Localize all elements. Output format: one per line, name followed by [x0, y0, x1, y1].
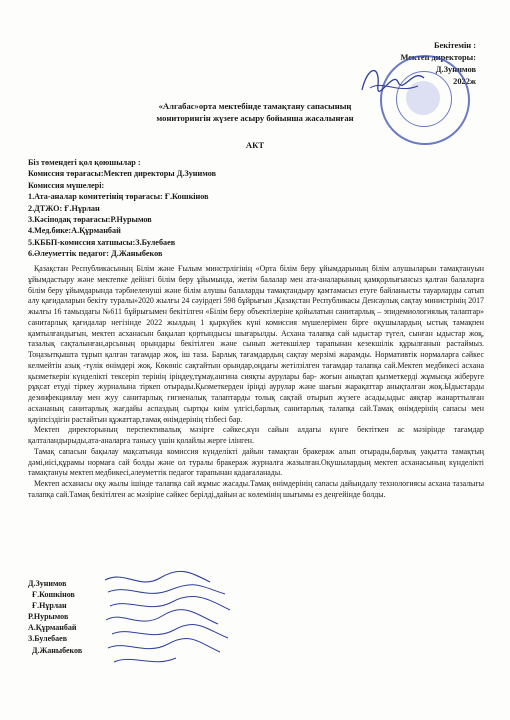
- body-paragraph: Тамақ сапасын бақылау мақсатында комиссия күнделікті дайын тамақтан бракераж алып отырады,барлық уақытта тамақтың дәмі,иісі,құрамы нормаға сай болды және ол туралы бракераж журналға жазылған.Оқушылардың мектеп асханасының күнделікті тамақтануы мектеп медбикесі,әлеуметтік педагог тарапынан қадағаланады.: [28, 446, 484, 478]
- member-line: 6.Әлеуметтік педагог: Д.Жаныбеков: [28, 249, 163, 259]
- signatory-name: А.Құрманбай: [28, 623, 77, 633]
- member-line: 2.ДТЖО: Ғ.Нұрлан: [28, 203, 100, 213]
- signatory-name: З.Булебаев: [28, 634, 68, 644]
- signatory-name: Ғ.Нұрлан: [32, 601, 67, 611]
- signatory-name: Ғ.Кошкінов: [32, 590, 75, 600]
- signatory-name: Д.Жаныбеков: [32, 645, 83, 655]
- approval-line: Бекітемін :: [434, 41, 476, 50]
- body-paragraph: Қазақстан Республикасының Білім және Ғылым минстрлігінің «Орта білім беру ұйымдарының білім алушыларын тамақтануын ұйымдастыру және мектепке дейінгі білім беру ұйымында, жетім балалар мен ата-аналарының қамқорлығынсыз қалған балаларға білім беру ұйымдарында тәрбиеленуші және білім алушы балаларды тамақтандыру қамтамасыз етуге байланысты тауарларды сатып алу қағидаларын бекіту туралы»2020 жылғы 24 сәуірдегі 598 бұйрығын ,Қазақстан Республикасы Денсаулық сақтау министрінің 2017 жылғы 16 тамыздағы №611 бұйрығымен бекітілген «Білім беру объектілеріне қойылатын санитарлық – эпидемиологиялық талаптар» санитарлық қағидалар негізінде 2022 жылдың 1 қыркүйек күні комиссия мүшелерімен бірге оқушылардың ыстық тамақпен қамтылғандығын, мектеп асханасын бақылап қортындысы шығарылды. Асхана талапқа сай ыдыстар түгел, сынған ыдыстар жоқ, тазалық сақталынған,арсының орындары бекітілген және сынып жетекшілер тарапынан кезекшілік құрылғанын растаймыз. Тоңазытқышта тұрып қалған тағамдар жоқ, іш таза. Барлық тағамдардың сақтау мерзімі жарамды. Нормативтік нормаларға сәйкес келмейтін азық -түлік өнімдері жоқ. Көкөніс сақтайтын орындар,оңдағы жетілзілген тағамдар талапқа сай.Мектеп медбикесі асхана қызметкерін күнделікті тексеріп терінің іріңдеу,тұмау,ангина сияқты аурулары бар- жоғын анықтап қызметкерді жұмысқа жіберуге рұқсат етуді тіркеу журналына тіркеп отырады.Қызметкерден іріңді аурулар және шағын жарақаттар анықталған жоқ.Ыдыстарды дезинфекциялау мен жуу санитарлық гигиеналық талаптарды толық сақтай отырып жүзеге асады,ыдыс аяқтар жанарттылған асхананың санитарлық жағдайы аспаздың сыртқы киім үлгісі,барлық санитарлық талапқа сай.Тамақ өнімдерінің сапасы мен қауіпсіздігін растайтын құжаттар,тамақ өнімдерінің тізбесі бар.: [28, 264, 484, 424]
- approval-line: Д.Зунимов: [435, 65, 476, 74]
- member-line: Біз төмендегі қол қоюшылар :: [28, 158, 141, 167]
- act-body: [28, 264, 484, 501]
- member-line: 3.Кәсіподақ төрағасы:Р.Нурымов: [28, 215, 152, 225]
- handwritten-signatures: [100, 570, 240, 670]
- signatory-name: Р.Нурымов: [28, 612, 69, 622]
- body-paragraph: Мектеп асханасы оқу жылы ішінде талапқа сай жұмыс жасады.Тамақ өнімдерінің сапасы дайындалу технологиясы асхана тазалығы талапқа сай.Тамақ бекітілген ас мәзіріне сәйкес берілді,дайын ас көлемінің шығымы ез деңгейінде болды.: [28, 479, 484, 499]
- member-line: 5.КББП-комиссия хатшысы:З.Булебаев: [28, 237, 176, 247]
- doc-title-line: «Алгабас»орта мектебінде тамақтану сапасының: [158, 101, 352, 111]
- director-signature: [358, 60, 428, 100]
- member-line: Комиссия мүшелері:: [28, 180, 105, 190]
- body-paragraph: Мектеп директорының перспективалық мәзірге сәйкес,күн сайын алдағы күнге бектіткен ас мәзірінде тағамдар қалталандырыды,ата-аналарға танысу үшін қолайлы жерге ілінген.: [28, 425, 484, 445]
- doc-title-line: мониторингін жүзеге асыру бойынша жасалынған: [156, 113, 354, 123]
- member-line: 4.Мед.бике:А.Құрманбай: [28, 226, 121, 236]
- signature-list: [28, 578, 82, 656]
- member-line: 1.Ата-аналар комитетінің төрағасы: Ғ.Кошкінов: [28, 192, 209, 202]
- member-line: Комиссия төрағасы:Мектеп директоры Д.Зунимов: [28, 169, 217, 179]
- signatory-name: Д.Зунимов: [28, 579, 67, 588]
- commission-members: [28, 157, 216, 260]
- approval-line: Мектеп директоры:: [400, 53, 476, 62]
- approval-line: 2022ж: [453, 77, 476, 86]
- doc-type-heading: АКТ: [245, 140, 265, 150]
